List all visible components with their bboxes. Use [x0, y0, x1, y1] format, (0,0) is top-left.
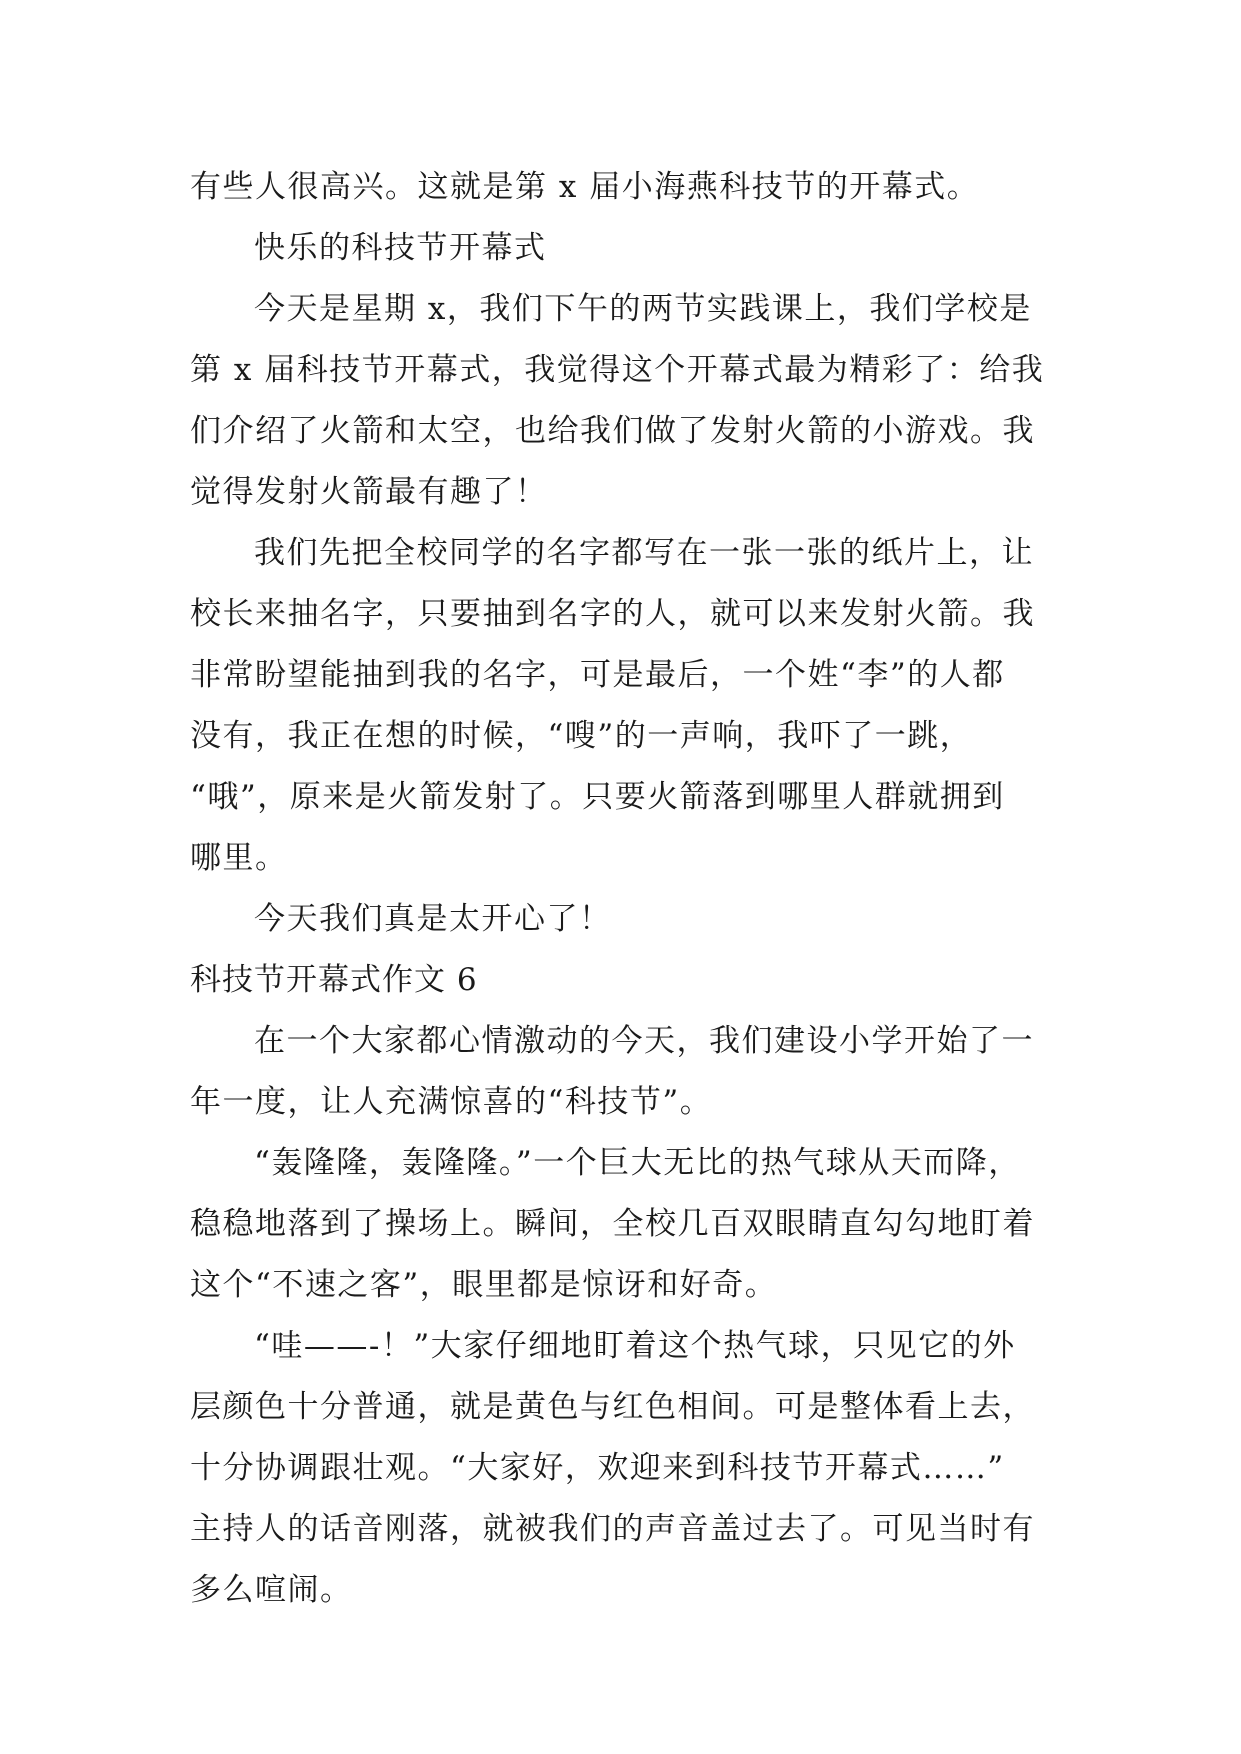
text-line: 在一个大家都心情激动的今天，我们建设小学开始了一: [254, 1023, 1034, 1059]
text-line: 多么喧闹。: [190, 1572, 353, 1608]
text-line: 年一度，让人充满惊喜的“科技节”。: [190, 1084, 713, 1120]
section-heading: 科技节开幕式作文 6: [190, 962, 478, 998]
text-line: 我们先把全校同学的名字都写在一张一张的纸片上，让: [254, 535, 1034, 571]
text-line: 十分协调跟壮观。“大家好，欢迎来到科技节开幕式……”: [190, 1450, 1005, 1486]
text-line: 今天我们真是太开心了！: [254, 901, 612, 937]
text-line: “哇——-！”大家仔细地盯着这个热气球，只见它的外: [254, 1328, 1016, 1364]
text-line: 层颜色十分普通，就是黄色与红色相间。可是整体看上去，: [190, 1389, 1035, 1425]
text-line: 们介绍了火箭和太空，也给我们做了发射火箭的小游戏。我: [190, 413, 1035, 449]
text-line: 这个“不速之客”，眼里都是惊讶和好奇。: [190, 1267, 778, 1303]
text-line: 第 x 届科技节开幕式，我觉得这个开幕式最为精彩了：给我: [190, 352, 1045, 388]
document-body: [190, 157, 1060, 1621]
text-line: 稳稳地落到了操场上。瞬间，全校几百双眼睛直勾勾地盯着: [190, 1206, 1035, 1242]
text-line: 主持人的话音刚落，就被我们的声音盖过去了。可见当时有: [190, 1511, 1035, 1547]
text-line: “哦”，原来是火箭发射了。只要火箭落到哪里人群就拥到: [190, 779, 1005, 815]
text-line: “轰隆隆，轰隆隆。”一个巨大无比的热气球从天而降，: [254, 1145, 1021, 1181]
text-line: 没有，我正在想的时候，“嗖”的一声响，我吓了一跳，: [190, 718, 973, 754]
text-line: 今天是星期 x，我们下午的两节实践课上，我们学校是: [254, 291, 1032, 327]
text-line: 非常盼望能抽到我的名字，可是最后，一个姓“李”的人都: [190, 657, 1005, 693]
text-line: 哪里。: [190, 840, 288, 876]
text-line: 觉得发射火箭最有趣了！: [190, 474, 548, 510]
essay-title: 快乐的科技节开幕式: [254, 230, 547, 266]
text-line: 有些人很高兴。这就是第 x 届小海燕科技节的开幕式。: [190, 169, 980, 205]
text-line: 校长来抽名字，只要抽到名字的人，就可以来发射火箭。我: [190, 596, 1035, 632]
